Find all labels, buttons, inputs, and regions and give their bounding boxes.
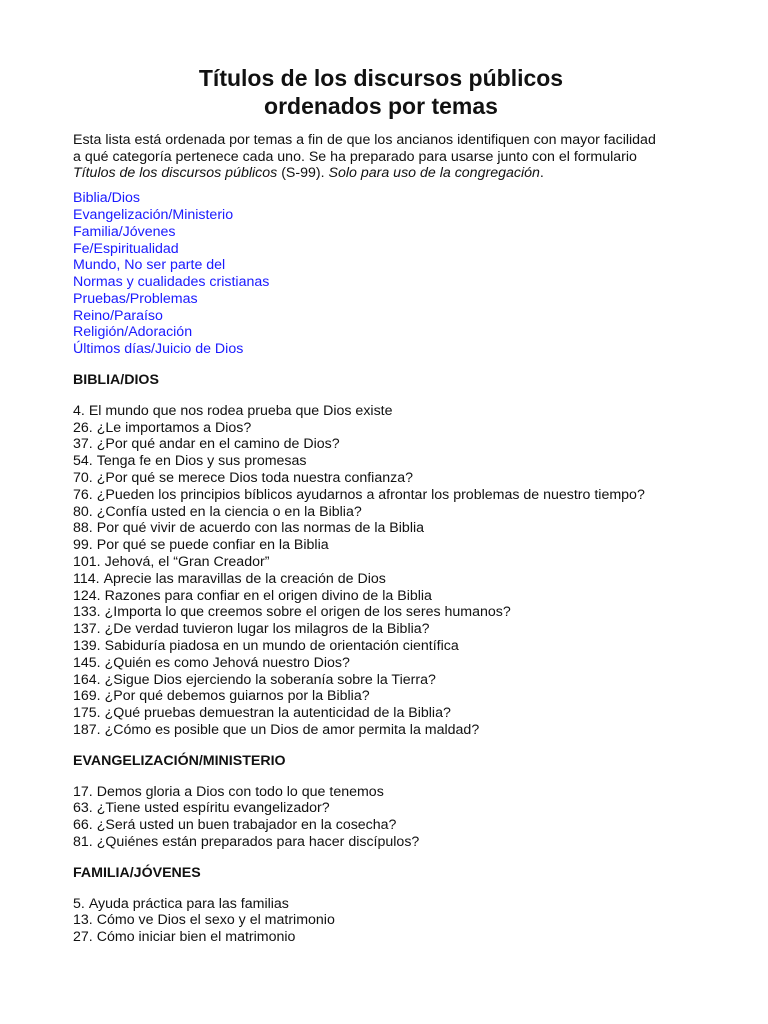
talk-title: ¿Qué pruebas demuestran la autenticidad de la Biblia? (104, 705, 451, 722)
talk-title: Cómo iniciar bien el matrimonio (96, 929, 296, 946)
talk-list (73, 896, 713, 946)
document-title (73, 64, 689, 120)
intro-paragraph (73, 132, 713, 182)
talk-number: 37. (73, 436, 93, 453)
list-item (73, 487, 713, 504)
list-item (73, 929, 713, 946)
list-item (73, 672, 713, 689)
talk-title: ¿Sigue Dios ejerciendo la soberanía sobre la Tierra? (104, 671, 436, 688)
toc-link-familia[interactable]: Familia/Jóvenes (73, 223, 176, 240)
list-item (73, 784, 713, 801)
talk-title: ¿Quiénes están preparados para hacer discípulos? (96, 834, 420, 850)
toc-link-normas[interactable]: Normas y cualidades cristianas (73, 274, 270, 291)
list-item (73, 896, 713, 913)
talk-title: Cómo ve Dios el sexo y el matrimonio (96, 912, 335, 929)
talk-title: ¿Confía usted en la ciencia o en la Biblia? (96, 503, 362, 520)
talk-title: ¿Quién es como Jehová nuestro Dios? (104, 654, 350, 671)
list-item (73, 588, 713, 605)
talk-number: 5. (73, 895, 85, 912)
talk-title: Sabiduría piadosa en un mundo de orientación científica (104, 638, 459, 655)
intro-note: Solo para uso de la congregación (328, 165, 540, 182)
list-item (73, 537, 713, 554)
talk-number: 27. (73, 929, 93, 946)
talk-number: 145. (73, 654, 101, 671)
toc-link-biblia-dios[interactable]: Biblia/Dios (73, 190, 141, 207)
list-item (73, 912, 713, 929)
intro-line-1: Esta lista está ordenada por temas a fin de que los ancianos identifiquen con mayor facilidad (73, 132, 656, 148)
talk-title: ¿Por qué se merece Dios toda nuestra confianza? (96, 470, 413, 487)
list-item (73, 604, 713, 621)
talk-number: 70. (73, 470, 93, 487)
section-heading: FAMILIA/JÓVENES (73, 864, 201, 881)
talk-number: 80. (73, 503, 93, 520)
talk-title: ¿Cómo es posible que un Dios de amor permita la maldad? (104, 722, 480, 739)
toc-link-reino[interactable]: Reino/Paraíso (73, 307, 163, 324)
list-item (73, 520, 713, 537)
list-item (73, 621, 713, 638)
sections (73, 372, 713, 946)
talk-number: 124. (73, 587, 101, 604)
list-item (73, 834, 713, 851)
list-item (73, 571, 713, 588)
list-item (73, 722, 713, 739)
list-item (73, 436, 713, 453)
toc-link-fe[interactable]: Fe/Espiritualidad (73, 240, 179, 257)
talk-number: 133. (73, 604, 101, 621)
talk-number: 13. (73, 912, 93, 929)
talk-title: Jehová, el “Gran Creador” (104, 554, 270, 571)
list-item (73, 638, 713, 655)
talk-title: ¿Será usted un buen trabajador en la cosecha? (96, 817, 397, 834)
talk-number: 139. (73, 638, 101, 655)
toc-link-pruebas[interactable]: Pruebas/Problemas (73, 290, 198, 307)
toc-link-religion[interactable]: Religión/Adoración (73, 324, 193, 341)
talk-number: 169. (73, 688, 101, 705)
title-line-2: ordenados por temas (264, 93, 498, 119)
intro-form-title: Títulos de los discursos públicos (73, 165, 278, 182)
talk-number: 4. (73, 402, 85, 419)
talk-number: 81. (73, 834, 93, 850)
list-item (73, 453, 713, 470)
section-heading: BIBLIA/DIOS (73, 372, 159, 389)
talk-title: ¿Tiene usted espíritu evangelizador? (96, 800, 330, 817)
list-item (73, 705, 713, 722)
document-page (73, 64, 713, 946)
talk-number: 187. (73, 722, 101, 739)
list-item (73, 403, 713, 420)
toc-link-evangelizacion[interactable]: Evangelización/Ministerio (73, 206, 234, 223)
talk-title: ¿Importa lo que creemos sobre el origen de los seres humanos? (104, 604, 511, 621)
intro-end: . (539, 165, 544, 182)
table-of-contents (73, 190, 713, 358)
talk-title: ¿De verdad tuvieron lugar los milagros de la Biblia? (104, 621, 430, 638)
talk-number: 101. (73, 554, 101, 571)
list-item (73, 504, 713, 521)
talk-number: 99. (73, 537, 93, 554)
talk-title: El mundo que nos rodea prueba que Dios existe (88, 402, 393, 419)
talk-title: ¿Pueden los principios bíblicos ayudarnos a afrontar los problemas de nuestro tiempo? (96, 486, 645, 503)
talk-number: 175. (73, 705, 101, 722)
talk-number: 26. (73, 419, 93, 436)
list-item (73, 817, 713, 834)
talk-number: 17. (73, 783, 93, 800)
list-item (73, 554, 713, 571)
talk-title: Tenga fe en Dios y sus promesas (96, 453, 307, 470)
talk-number: 66. (73, 817, 93, 834)
talk-number: 137. (73, 621, 101, 638)
talk-title: Ayuda práctica para las familias (88, 895, 289, 912)
talk-title: Aprecie las maravillas de la creación de Dios (103, 570, 386, 587)
talk-list (73, 403, 713, 739)
intro-form-code: (S-99). (277, 165, 329, 182)
section-heading: EVANGELIZACIÓN/MINISTERIO (73, 752, 286, 769)
talk-number: 164. (73, 671, 101, 688)
list-item (73, 688, 713, 705)
list-item (73, 470, 713, 487)
talk-number: 88. (73, 520, 93, 537)
title-line-1: Títulos de los discursos públicos (198, 65, 564, 91)
talk-number: 114. (73, 570, 100, 587)
list-item (73, 420, 713, 437)
talk-title: ¿Por qué debemos guiarnos por la Biblia? (104, 688, 370, 705)
talk-title: ¿Le importamos a Dios? (96, 419, 252, 436)
talk-title: ¿Por qué andar en el camino de Dios? (96, 436, 340, 453)
list-item (73, 800, 713, 817)
toc-link-ultimos-dias[interactable]: Últimos días/Juicio de Dios (73, 341, 244, 358)
talk-title: Por qué vivir de acuerdo con las normas de la Biblia (96, 520, 425, 537)
talk-title: Demos gloria a Dios con todo lo que tenemos (96, 783, 384, 800)
talk-number: 54. (73, 453, 93, 470)
list-item (73, 655, 713, 672)
talk-title: Razones para confiar en el origen divino de la Biblia (104, 587, 432, 604)
toc-link-mundo[interactable]: Mundo, No ser parte del (73, 257, 226, 274)
intro-line-2: a qué categoría pertenece cada uno. Se ha preparado para usarse junto con el formulario (73, 148, 637, 165)
talk-list (73, 784, 713, 851)
talk-title: Por qué se puede confiar en la Biblia (96, 537, 329, 554)
talk-number: 76. (73, 486, 93, 503)
talk-number: 63. (73, 800, 93, 817)
